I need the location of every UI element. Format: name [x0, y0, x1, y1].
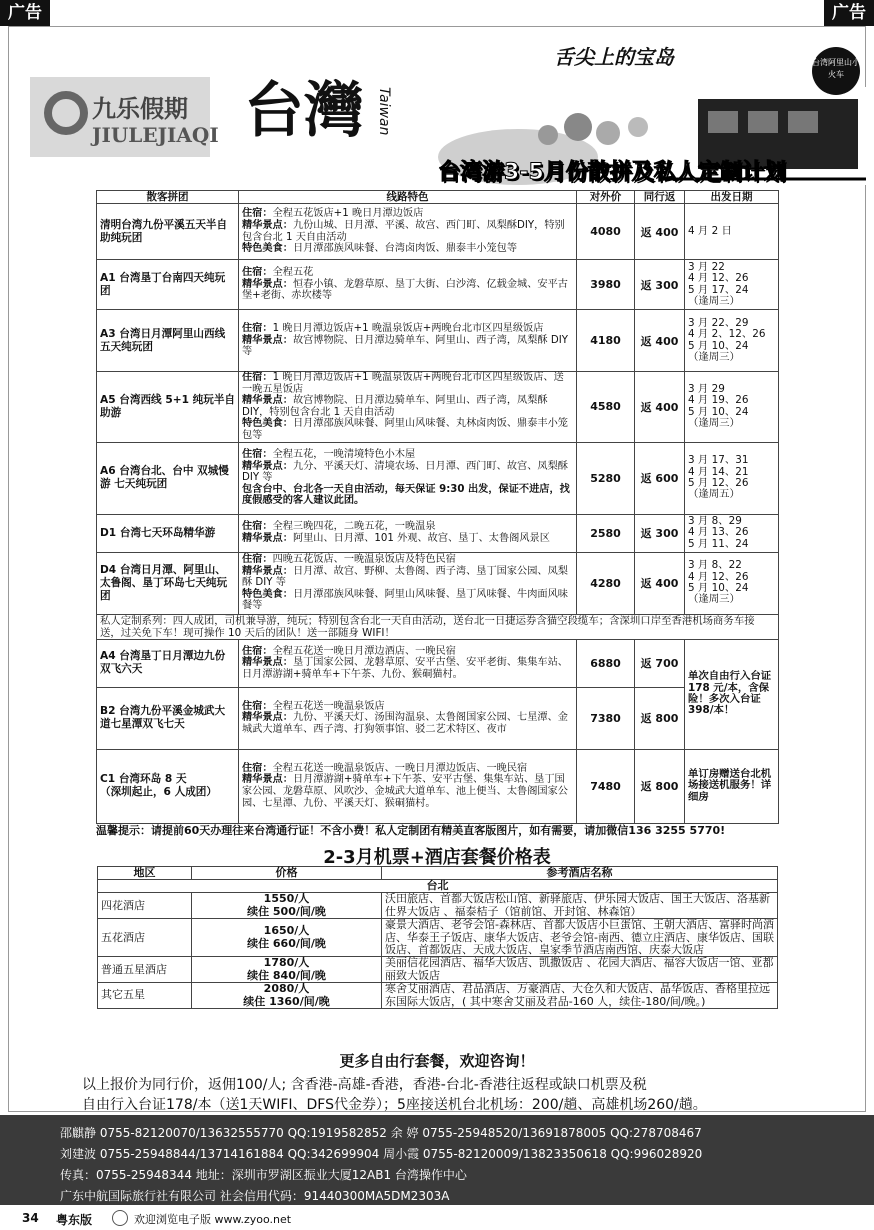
feature-text: 日月潭邵族风味餐、台湾卤肉饭、鼎泰丰小笼包等 — [292, 243, 518, 255]
price-note: 以上报价为同行价，返佣100/人; 含香港-高雄-香港，香港-台北-香港往返程或缺口机票及税 — [82, 1077, 647, 1093]
tour-dates: 3 月 29 4 月 19、26 5 月 10、24 （逢周三） — [685, 372, 779, 443]
tour-price: 4080 — [577, 204, 635, 260]
brand-name-en: JIULEJIAQI — [92, 123, 219, 147]
hotel-section-title: 2-3月机票+酒店套餐价格表 — [323, 847, 551, 868]
region-label: 台北 — [98, 880, 778, 893]
custom-row — [97, 687, 779, 749]
tour-name: A5 台湾西线 5+1 纯玩半自助游 — [97, 372, 239, 443]
edition-label: 粤东版 — [56, 1213, 93, 1227]
feature-label: 住宿： — [242, 323, 273, 335]
feature-text: 全程五花送一晚温泉饭店 — [272, 700, 385, 712]
hotel-price — [192, 893, 382, 919]
tour-price: 4280 — [577, 552, 635, 614]
tour-name: A4 台湾垦丁日月潭边九份双飞六天 — [97, 639, 239, 687]
hotel-row — [98, 919, 778, 957]
hotel-type: 普通五星酒店 — [98, 957, 192, 983]
feature-label: 住宿： — [242, 700, 273, 712]
train-badge: 台湾阿里山小火车 — [812, 47, 860, 95]
feature-label: 特色美食： — [242, 418, 293, 430]
tour-price: 4180 — [577, 310, 635, 372]
route-features — [239, 204, 577, 260]
route-features — [239, 514, 577, 552]
tour-price: 3980 — [577, 260, 635, 310]
feature-label: 精华景点： — [242, 774, 293, 786]
visa-info: 单次自由行入台证 178 元/本，含保险！多次入台证398/本！ — [685, 639, 779, 749]
tour-price: 5280 — [577, 442, 635, 514]
hotel-row — [98, 957, 778, 983]
tour-rebate: 返 400 — [635, 204, 685, 260]
tour-table — [96, 190, 779, 824]
tour-row — [97, 260, 779, 310]
feature-text: 全程五花送一晚温泉饭店、一晚日月潭边饭店、一晚民宿 — [272, 762, 528, 774]
tour-dates: 3 月 22 4 月 12、26 5 月 17、24 （逢周三） — [685, 260, 779, 310]
feature-label: 特色美食： — [242, 243, 293, 255]
col-header: 地区 — [98, 867, 192, 880]
custom-series-note: 私人定制系列：四人成团，司机兼导游，纯玩；特别包含台北一天自由活动，送台北一日捷运券含猫空段缆车；含深圳口岸至香港机场商务车接送，过关免下车！现可操作 10 天后的团队！送一部随身 WIFI！ — [97, 614, 779, 639]
tour-dates: 3 月 17、31 4 月 14、21 5 月 12、26 （逢周五） — [685, 442, 779, 514]
hotel-names: 寒舍艾丽酒店、君品酒店、万豪酒店、大仓久和大饭店、晶华饭店、香格里拉远东国际大饭店，( 其中寒舍艾丽及君品-160 人，续住-180/间/晚。) — [382, 983, 778, 1009]
extra-night-price: 续住 660/间/晚 — [247, 936, 326, 950]
feature-text: 故宫博物院、日月潭边骑单车、阿里山、西子湾，凤梨酥 DIY，特别包含台北 1 天自由活动 — [242, 395, 548, 418]
tour-dates: 3 月 22、29 4 月 2、12、26 5 月 10、24 （逢周三） — [685, 310, 779, 372]
feature-text: 九份山城、日月潭、平溪、故宫、西门町、凤梨酥DIY，特别包含台北 1 天自由活动 — [242, 219, 565, 243]
feature-label: 精华景点： — [242, 395, 293, 407]
feature-label: 精华景点： — [242, 712, 293, 724]
tour-price: 4580 — [577, 372, 635, 443]
col-header: 参考酒店名称 — [382, 867, 778, 880]
feature-text: 日月潭游湖+骑单车+下午茶、安平古堡、集集车站、垦丁国家公园、龙磐草原、风吹沙、金城武大道单车、池上便当、太鲁阁国家公园、七星潭、九份、平溪天灯、猴硐猫村。 — [242, 774, 568, 809]
feature-label: 精华景点： — [242, 334, 293, 346]
feature-label: 住宿： — [242, 554, 273, 566]
price-per-person: 1650/人 — [263, 924, 310, 938]
extra-night-price: 续住 840/间/晚 — [247, 968, 326, 982]
hotel-table-header — [98, 867, 778, 880]
header — [8, 27, 866, 187]
tour-rebate: 返 400 — [635, 310, 685, 372]
tour-name: A6 台湾台北、台中 双城慢游 七天纯玩团 — [97, 442, 239, 514]
feature-text: 全程五花 — [272, 267, 314, 279]
route-features — [239, 310, 577, 372]
feature-label: 精华景点： — [242, 278, 293, 290]
ad-label-left: 广告 — [0, 0, 50, 26]
hotel-names: 沃田旅店、首都大饭店松山馆、新驿旅店、伊乐园大饭店、国王大饭店、洛基新仕界大饭店 、福泰桔子（馆前馆、开封馆、林森馆） — [382, 893, 778, 919]
col-header: 对外价 — [577, 191, 635, 204]
tour-dates: 3 月 8、29 4 月 13、26 5 月 11、24 — [685, 514, 779, 552]
feature-label: 特色美食： — [242, 588, 293, 600]
extra-night-price: 续住 1360/间/晚 — [243, 994, 330, 1008]
feature-text: 恒春小镇、龙磐草原、垦丁大街、白沙湾、亿载金城、安平古堡+老街、赤坎楼等 — [242, 278, 568, 302]
tour-row — [97, 204, 779, 260]
feature-label: 精华景点： — [242, 565, 293, 577]
title-taiwan: 台灣 — [244, 76, 364, 146]
col-header: 价格 — [192, 867, 382, 880]
feature-label: 住宿： — [242, 762, 273, 774]
custom-row — [97, 749, 779, 823]
route-features — [239, 552, 577, 614]
hotel-price — [192, 919, 382, 957]
contact-line: 广东中航国际旅行社有限公司 社会信用代码：91440300MA5DM2303A — [60, 1189, 450, 1203]
tour-name: C1 台湾环岛 8 天 （深圳起止，6 人成团） — [97, 749, 239, 823]
tour-dates: 3 月 8、22 4 月 12、26 5 月 10、24 （逢周三） — [685, 552, 779, 614]
feature-text: 四晚五花饭店、一晚温泉饭店及特色民宿 — [272, 554, 456, 566]
warm-tip: 温馨提示：请提前60天办理往来台湾通行证！不含小费！私人定制团有精美直客版图片，如有需要，请加微信136 3255 5770! — [96, 824, 726, 837]
tour-price: 7480 — [577, 749, 635, 823]
tour-name: A1 台湾垦丁台南四天纯玩团 — [97, 260, 239, 310]
feature-text: 全程五花饭店+1 晚日月潭边饭店 — [272, 208, 424, 220]
tour-rebate: 返 600 — [635, 442, 685, 514]
tour-price: 7380 — [577, 687, 635, 749]
banner-title: 台湾游3-5月份散拼及私人定制计划 — [438, 160, 786, 185]
feature-label: 住宿： — [242, 208, 273, 220]
feature-text: 九分、平溪天灯、清境农场、日月潭、西门町、故宫、凤梨酥 DIY 等 — [242, 460, 568, 484]
tour-rebate: 返 300 — [635, 260, 685, 310]
site-logo-icon — [112, 1210, 128, 1226]
title-taiwan-en: Taiwan — [376, 87, 392, 136]
tour-name: 清明台湾九份平溪五天半自助纯玩团 — [97, 204, 239, 260]
tour-price: 6880 — [577, 639, 635, 687]
route-features — [239, 639, 577, 687]
feature-text: 日月潭、故宫、野柳、太鲁阁、西子湾、垦丁国家公园、凤梨酥 DIY 等 — [242, 565, 568, 589]
contact-line: 邵麒静 0755-82120070/13632555770 QQ:1919582852 余 婷 0755-25948520/13691878005 QQ:278708467 — [60, 1126, 702, 1140]
feature-label: 住宿： — [242, 521, 273, 533]
site-link[interactable]: 欢迎浏览电子版 www.zyoo.net — [134, 1213, 292, 1226]
feature-label: 住宿： — [242, 449, 273, 461]
feature-text: 全程五花，一晚清境特色小木屋 — [272, 449, 416, 461]
custom-row — [97, 639, 779, 687]
feature-label: 住宿： — [242, 645, 273, 657]
logo-icon — [44, 91, 88, 135]
feature-text: 九份、平溪天灯、汤围沟温泉、太鲁阁国家公园、七星潭、金城武大道单车、西子湾、打狗领事馆、驳二艺术特区、夜市 — [242, 712, 568, 735]
feature-text: 全程三晚四花，二晚五花，一晚温泉 — [272, 521, 436, 533]
more-packages: 更多自由行套餐，欢迎咨询！ — [339, 1052, 535, 1070]
feature-label: 住宿： — [242, 267, 273, 279]
tour-price: 2580 — [577, 514, 635, 552]
tour-table-header — [97, 191, 779, 204]
col-header: 出发日期 — [685, 191, 779, 204]
feature-text: 1 晚日月潭边饭店+1 晚温泉饭店+两晚台北市区四星级饭店 — [272, 323, 544, 335]
feature-label: 精华景点： — [242, 460, 293, 472]
feature-text: 故宫博物院、日月潭边骑单车、阿里山、西子湾，凤梨酥 DIY 等 — [242, 334, 568, 358]
tour-rebate: 返 400 — [635, 372, 685, 443]
col-header: 线路特色 — [239, 191, 577, 204]
route-features — [239, 749, 577, 823]
tour-name: D4 台湾日月潭、阿里山、太鲁阁、垦丁环岛七天纯玩团 — [97, 552, 239, 614]
brand-name: 九乐假期 — [92, 95, 188, 123]
airport-transfer-info: 单订房赠送台北机场接送机服务！详细房 — [685, 749, 779, 823]
tour-dates: 4 月 2 日 — [685, 204, 779, 260]
feature-label: 精华景点： — [242, 533, 293, 545]
feature-text: 日月潭邵族风味餐、阿里山风味餐、丸林卤肉饭、鼎泰丰小笼包等 — [242, 418, 568, 441]
feature-text: 垦丁国家公园、龙磐草原、安平古堡、安平老街、集集车站、日月潭游湖+骑单车+下午茶、九份、猴硐猫村。 — [242, 657, 568, 680]
hotel-table — [97, 866, 778, 1009]
tour-row — [97, 514, 779, 552]
feature-label: 包含台中、台北各一天自由活动，每天保证 9:30 出发，保证不进店，找度假感受的客人建议此团。 — [242, 483, 570, 507]
hotel-type: 四花酒店 — [98, 893, 192, 919]
contact-line: 传真：0755-25948344 地址：深圳市罗湖区振业大厦12AB1 台湾操作中心 — [60, 1168, 467, 1182]
price-per-person: 1550/人 — [263, 892, 310, 906]
tour-rebate: 返 800 — [635, 749, 685, 823]
route-features — [239, 687, 577, 749]
feature-text: 全程五花送一晚日月潭边酒店、一晚民宿 — [272, 645, 456, 657]
route-features — [239, 372, 577, 443]
tour-row — [97, 310, 779, 372]
tour-rebate: 返 700 — [635, 639, 685, 687]
hotel-names: 豪景大酒店、老爷会馆-森林店、首都大饭店小巨蛋馆、王朝大酒店、富驿时尚酒店、华泰王子饭店、康华大饭店、老爷会馆-南西、德立庄酒店、康华饭店、国联饭店、首都饭店、天成大饭店、皇家季节酒店南西馆、庆泰大饭店 — [382, 919, 778, 957]
page-number: 34 — [22, 1211, 39, 1225]
tour-name: B2 台湾九份平溪金城武大道七星潭双飞七天 — [97, 687, 239, 749]
feature-text: 1 晚日月潭边饭店+1 晚温泉饭店+两晚台北市区四星级饭店、送一晚五星饭店 — [242, 372, 564, 395]
contact-panel — [0, 1115, 874, 1205]
hotel-type: 五花酒店 — [98, 919, 192, 957]
ad-label-right: 广告 — [824, 0, 874, 26]
route-features — [239, 442, 577, 514]
feature-text: 日月潭邵族风味餐、阿里山风味餐、垦丁风味餐、牛肉面风味餐等 — [242, 588, 568, 612]
page-footer — [0, 1207, 874, 1230]
hotel-price — [192, 957, 382, 983]
feature-label: 住宿： — [242, 372, 273, 383]
brand-logo — [30, 77, 219, 157]
hotel-row — [98, 983, 778, 1009]
contact-line: 刘建波 0755-25948844/13714161884 QQ:342699904 周小霞 0755-82120009/13823350618 QQ:996028920 — [60, 1147, 703, 1161]
tour-row — [97, 372, 779, 443]
hotel-type: 其它五星 — [98, 983, 192, 1009]
tour-rebate: 返 400 — [635, 552, 685, 614]
tour-name: A3 台湾日月潭阿里山西线五天纯玩团 — [97, 310, 239, 372]
feature-text: 阿里山、日月潭、101 外观、故宫、垦丁、太鲁阁风景区 — [292, 533, 550, 545]
tour-rebate: 返 800 — [635, 687, 685, 749]
col-header: 散客拼团 — [97, 191, 239, 204]
tour-row — [97, 442, 779, 514]
price-per-person: 1780/人 — [263, 956, 310, 970]
tour-rebate: 返 300 — [635, 514, 685, 552]
tour-name: D1 台湾七天环岛精华游 — [97, 514, 239, 552]
tour-row — [97, 552, 779, 614]
feature-label: 精华景点： — [242, 219, 293, 231]
extra-night-price: 续住 500/间/晚 — [247, 904, 326, 918]
feature-label: 精华景点： — [242, 657, 293, 669]
slogan: 舌尖上的宝岛 — [554, 45, 674, 69]
hotel-price — [192, 983, 382, 1009]
visa-note: 自由行入台证178/本（送1天WIFI、DFS代金券）；5座接送机台北机场：200/趟、高雄机场260/趟。 — [82, 1097, 707, 1113]
col-header: 同行返 — [635, 191, 685, 204]
route-features — [239, 260, 577, 310]
hotel-row — [98, 893, 778, 919]
price-per-person: 2080/人 — [263, 982, 310, 996]
hotel-names: 美丽信花园酒店、福华大饭店、凯撒饭店 、花园大酒店、福容大饭店一馆、亚都丽致大饭店 — [382, 957, 778, 983]
